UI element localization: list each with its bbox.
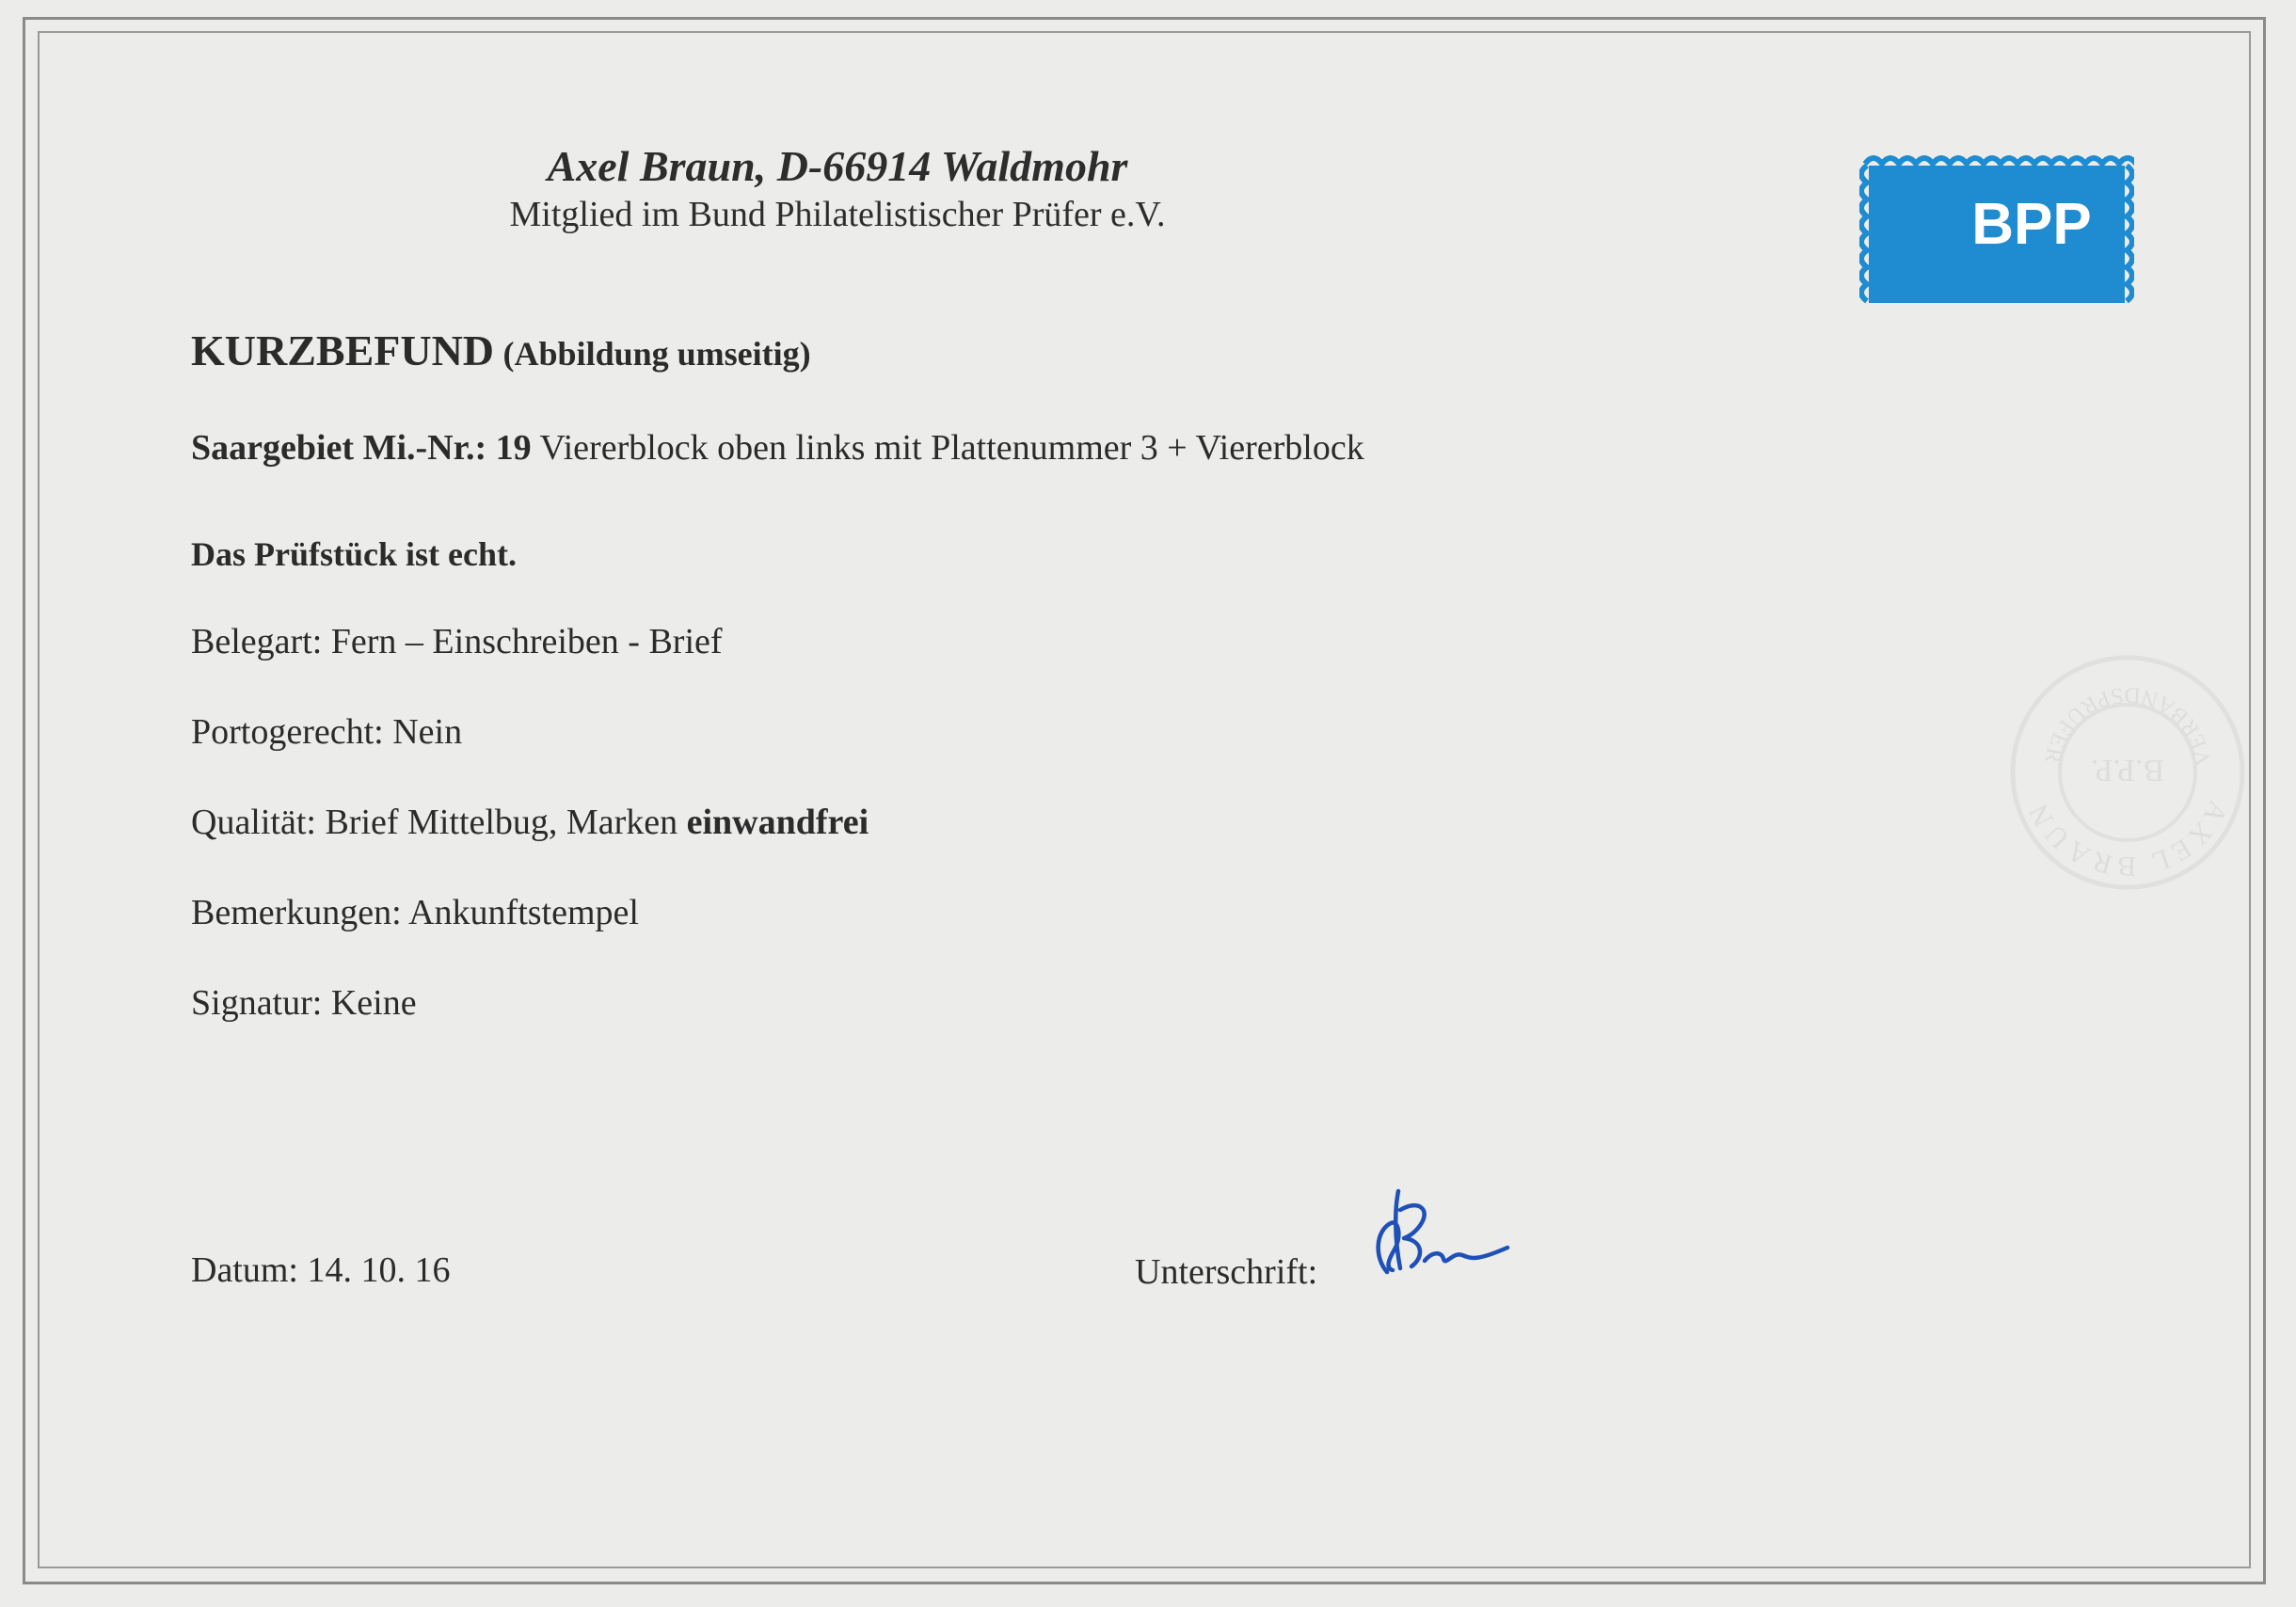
bpp-logo-icon	[1859, 154, 2134, 310]
bpp-logo-text: BPP	[1971, 192, 2092, 257]
item-description: Viererblock oben links mit Plattenummer 3 + Viererblock	[539, 428, 1364, 468]
seal-bottom-text: VERBANDSPRÜFER	[2038, 681, 2217, 769]
item-line	[191, 427, 1364, 469]
field-bemerkungen: Bemerkungen: Ankunftstempel	[191, 893, 639, 932]
title-note: (Abbildung umseitig)	[502, 335, 811, 373]
signature-label: Unterschrift:	[1135, 1252, 1318, 1292]
field-portogerecht: Portogerecht: Nein	[191, 712, 463, 752]
seal-center-text: B.P.P.	[2090, 753, 2165, 788]
examiner-name: Axel Braun, D-66914 Waldmohr	[547, 142, 1128, 190]
handwritten-signature-icon	[1366, 1182, 1517, 1295]
field-signatur: Signatur: Keine	[191, 983, 417, 1023]
seal-top-text: AXEL BRAUN	[2020, 795, 2235, 883]
qualitaet-emphasis: einwandfrei	[686, 803, 869, 842]
title-main: KURZBEFUND	[191, 326, 495, 374]
embossed-seal-icon	[2001, 645, 2255, 899]
qualitaet-text: Qualität: Brief Mittelbug, Marken	[191, 803, 678, 842]
item-label: Saargebiet Mi.-Nr.: 19	[191, 428, 532, 468]
field-belegart: Belegart: Fern – Einschreiben - Brief	[191, 622, 723, 661]
field-qualitaet	[191, 802, 869, 843]
document-title	[191, 326, 811, 375]
verdict: Das Prüfstück ist echt.	[191, 535, 517, 573]
date-field: Datum: 14. 10. 16	[191, 1250, 451, 1290]
examiner-membership: Mitglied im Bund Philatelistischer Prüfer e.V.	[509, 195, 1166, 234]
